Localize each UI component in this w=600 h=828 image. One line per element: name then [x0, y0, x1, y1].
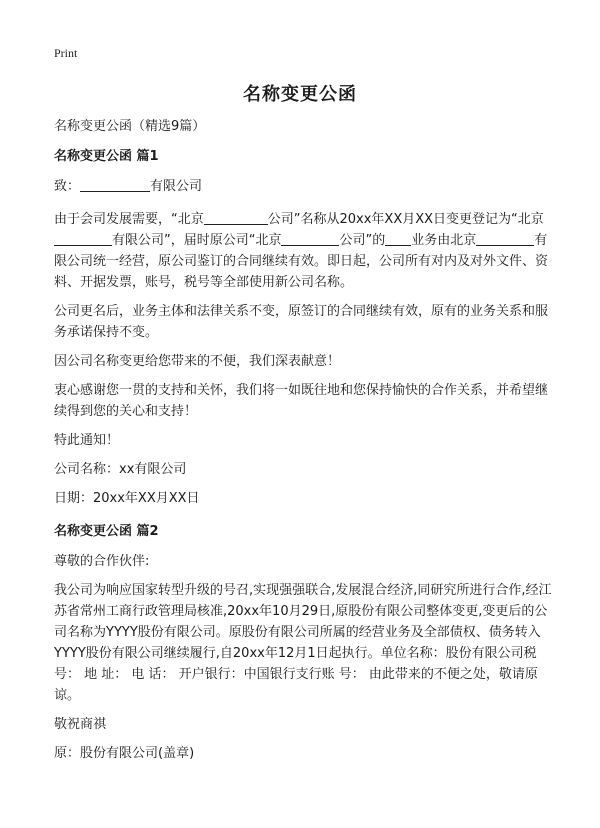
blank-field	[476, 231, 534, 246]
date-line: 日期：20xx年XX月XX日	[54, 491, 200, 506]
text-run: 有限公司统一经营，原公司鉴订的合同继续有效。即日起，公司所有对内及对外文件、资料、开据发票，账号，税号等全部使用新公司名称。	[54, 233, 549, 290]
paragraph-3: 因公司名称变更给您带来的不便，我们深表献意！	[54, 354, 341, 369]
salutation-1	[54, 176, 554, 197]
print-label: Print	[54, 46, 78, 60]
text-run: 业务由北京	[411, 233, 477, 248]
blank-field	[204, 210, 268, 225]
text-run: 公司”的	[339, 233, 386, 248]
section-heading-1: 名称变更公函 篇1	[54, 149, 159, 164]
text-run: 公司”名称从20xx年XX月XX日变更登记为“北京	[267, 212, 544, 227]
company-name-line: 公司名称：xx有限公司	[54, 462, 187, 477]
document-body	[54, 116, 554, 772]
text-run: 有限公司”，届时原公司“北京	[112, 233, 282, 248]
blank-field	[385, 231, 411, 246]
paragraph-6: 我公司为响应国家转型升级的号召,实现强强联合,发展混合经济,同研究所进行合作,经江苏省常州工商行政管理局核准,20xx年10月29日,原股份有限公司整体变更,变更后的公司名称为YYYY股份有限公司。原股份有限公司所属的经营业务及全部债权、债务转入YYYY股份有限公司继续履行,自20xx年12月1日起执行。单位名称：股份有限公司税 号： 地 址： 电 话： 开户银行：中国银行支行账 号： 由此带来的不便之处，敬请原谅。	[54, 583, 552, 703]
salutation-suffix: 有限公司	[150, 179, 203, 194]
closing-line: 敬祝商祺	[54, 717, 107, 732]
paragraph-1	[54, 209, 554, 293]
blank-field	[54, 231, 112, 246]
document-subtitle: 名称变更公函（精选9篇）	[54, 119, 206, 134]
paragraph-4: 衷心感谢您一贯的支持和关怀，我们将一如既往地和您保持愉快的合作关系，并希望继续得到您的关心和支持！	[54, 383, 549, 419]
salutation-2: 尊敬的合作伙伴:	[54, 554, 150, 569]
text-run: 由于会司发展需要，“北京	[54, 212, 204, 227]
paragraph-2: 公司更名后，业务主体和法律关系不变，原签订的合同继续有效，原有的业务关系和服务承诺保持不变。	[54, 304, 549, 340]
blank-field	[281, 231, 339, 246]
page-title: 名称变更公函	[243, 84, 357, 105]
paragraph-5: 特此通知！	[54, 433, 120, 448]
signature-line: 原：股份有限公司(盖章)	[54, 746, 195, 761]
section-heading-2: 名称变更公函 篇2	[54, 524, 159, 539]
blank-field	[80, 177, 150, 192]
salutation-prefix: 致：	[54, 179, 81, 194]
